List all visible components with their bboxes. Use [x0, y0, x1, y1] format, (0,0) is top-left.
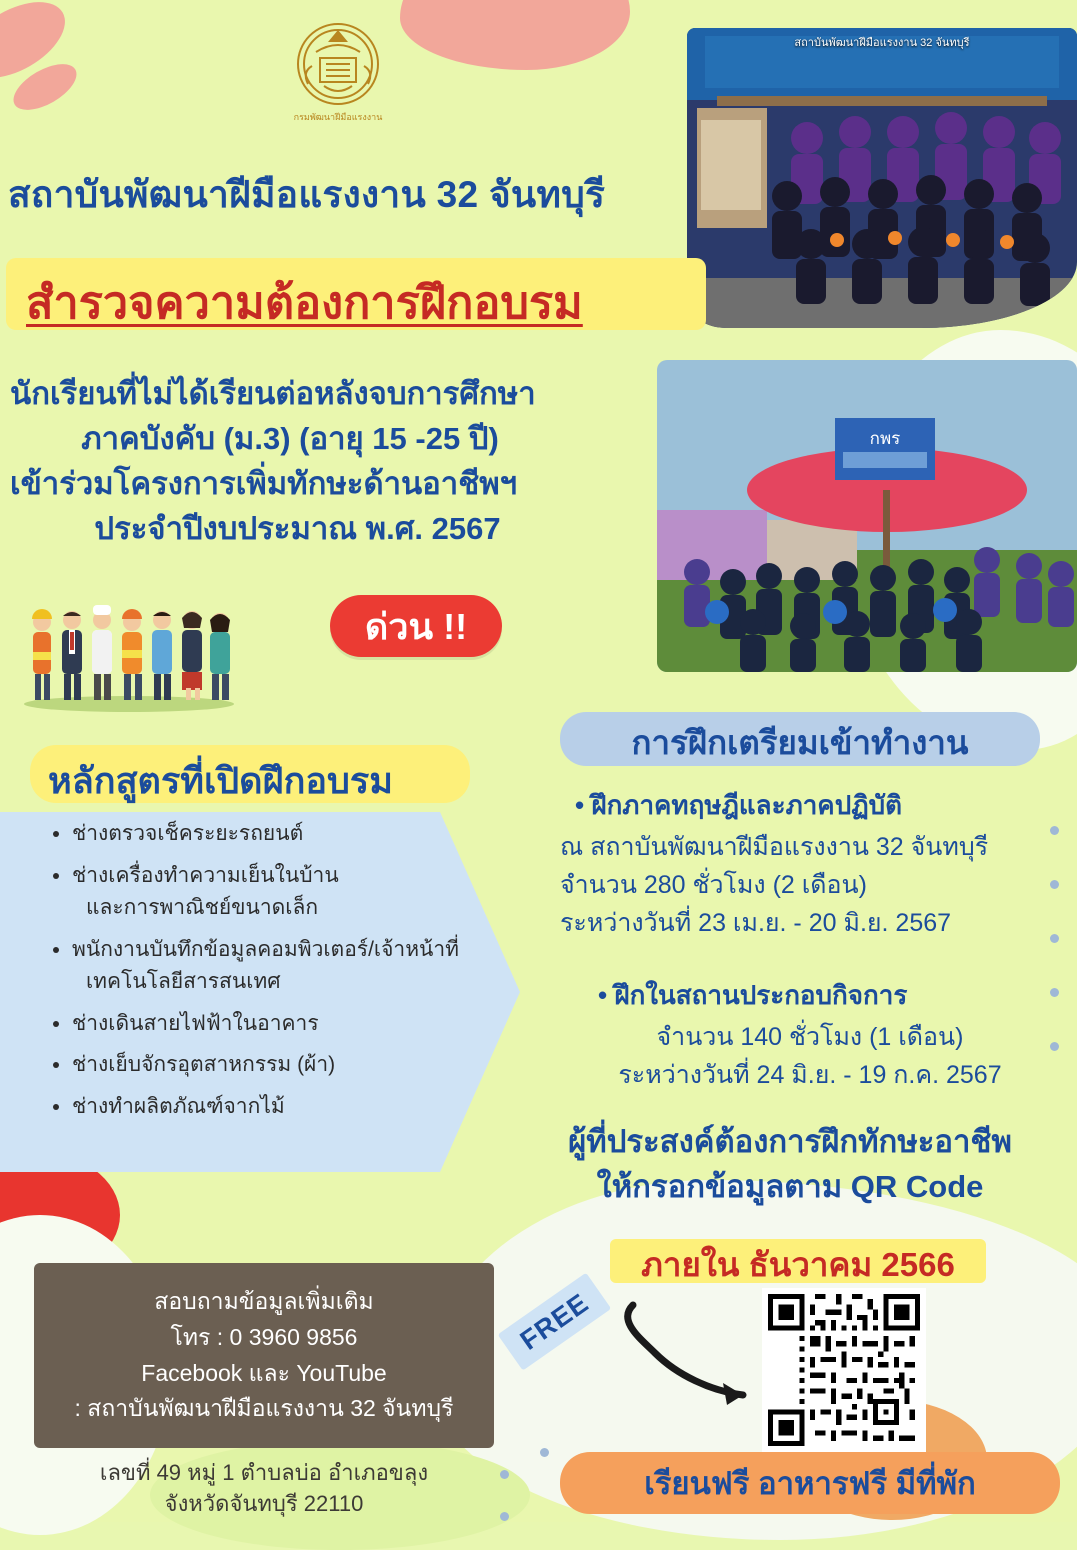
- page-title: สถาบันพัฒนาฝีมือแรงงาน 32 จันทบุรี: [8, 174, 606, 215]
- course-name-cont: เทคโนโลยีสารสนเทศ: [86, 970, 281, 994]
- address-line-1: เลขที่ 49 หมู่ 1 ตำบลบ่อ อำเภอขลุง: [99, 1460, 429, 1485]
- phase1-dates: ระหว่างวันที่ 23 เม.ย. - 20 มิ.ย. 2567: [560, 909, 952, 937]
- free-tag-label: FREE: [498, 1273, 612, 1371]
- group-photo-indoor: [687, 28, 1077, 328]
- list-item: [72, 1049, 492, 1082]
- intro-paragraph: [10, 372, 650, 552]
- contact-social: Facebook และ YouTube: [141, 1359, 387, 1386]
- department-emblem-icon: [276, 8, 400, 132]
- list-item: [72, 934, 492, 999]
- course-name: ช่างเครื่องทำความเย็นในบ้าน: [72, 863, 339, 887]
- contact-box: [34, 1263, 494, 1448]
- course-name: ช่างทำผลิตภัณฑ์จากไม้: [72, 1094, 285, 1118]
- intro-line-2: ภาคบังคับ (ม.3) (อายุ 15 -25 ปี): [81, 420, 499, 456]
- courses-list: [46, 818, 492, 1132]
- phase2-dates: ระหว่างวันที่ 24 มิ.ย. - 19 ก.ค. 2567: [618, 1061, 1002, 1089]
- cta-line-2: ให้กรอกข้อมูลตาม QR Code: [596, 1168, 984, 1204]
- list-item: [72, 860, 492, 925]
- curved-arrow-icon: [615, 1295, 765, 1425]
- address-line-2: จังหวัดจันทบุรี 22110: [164, 1490, 364, 1516]
- photo-caption: สถาบันพัฒนาฝีมือแรงงาน 32 จันทบุรี: [794, 37, 970, 49]
- course-name: ช่างเดินสายไฟฟ้าในอาคาร: [72, 1011, 319, 1035]
- course-name: พนักงานบันทึกข้อมูลคอมพิวเตอร์/เจ้าหน้าที่: [72, 937, 460, 961]
- urgent-badge: ด่วน !!: [330, 595, 502, 657]
- emblem-caption: กรมพัฒนาฝีมือแรงงาน: [293, 112, 383, 122]
- headline-text: สำรวจความต้องการฝึกอบรม: [26, 277, 583, 328]
- workers-illustration: [14, 592, 244, 712]
- contact-line-1: สอบถามข้อมูลเพิ่มเติม: [154, 1288, 374, 1315]
- list-item: [72, 1091, 492, 1124]
- headline-banner: [6, 258, 706, 330]
- courses-title: หลักสูตรที่เปิดฝึกอบรม: [48, 760, 393, 801]
- cta-line-1: ผู้ที่ประสงค์ต้องการฝึกทักษะอาชีพ: [568, 1124, 1012, 1159]
- training-phase2-details: [575, 1018, 1045, 1094]
- course-name: ช่างเย็บจักรอุตสาหกรรม (ผ้า): [72, 1053, 336, 1077]
- phase1-hours: จำนวน 280 ชั่วโมง (2 เดือน): [560, 871, 867, 899]
- phase1-place: ณ สถาบันพัฒนาฝีมือแรงงาน 32 จันทบุรี: [560, 833, 989, 861]
- contact-phone: โทร : 0 3960 9856: [170, 1323, 358, 1350]
- training-phase2-heading-text: ฝึกในสถานประกอบกิจการ: [614, 980, 908, 1010]
- phase2-hours: จำนวน 140 ชั่วโมง (1 เดือน): [656, 1023, 964, 1051]
- benefits-banner: เรียนฟรี อาหารฟรี มีที่พัก: [560, 1452, 1060, 1514]
- list-item: [72, 1008, 492, 1041]
- address: [34, 1458, 494, 1520]
- intro-line-1: นักเรียนที่ไม่ได้เรียนต่อหลังจบการศึกษา: [10, 376, 536, 411]
- call-to-action: [520, 1120, 1060, 1210]
- training-phase1-heading: • ฝึกภาคทฤษฎีและภาคปฏิบัติ: [575, 790, 903, 820]
- intro-line-3: เข้าร่วมโครงการเพิ่มทักษะด้านอาชีพฯ: [10, 465, 518, 501]
- deadline-text: ภายใน ธันวาคม 2566: [641, 1246, 955, 1283]
- list-item: [72, 818, 492, 851]
- training-phase1-heading-text: ฝึกภาคทฤษฎีและภาคปฏิบัติ: [591, 790, 903, 820]
- group-photo-outdoor: [657, 360, 1077, 672]
- training-phase1-details: [560, 828, 1040, 942]
- registration-qr-code[interactable]: [762, 1288, 926, 1452]
- contact-social-handle: : สถาบันพัฒนาฝีมือแรงงาน 32 จันทบุรี: [74, 1395, 454, 1422]
- training-title: การฝึกเตรียมเข้าทำงาน: [631, 724, 969, 761]
- intro-line-4: ประจำปีงบประมาณ พ.ศ. 2567: [94, 510, 501, 546]
- training-phase2-heading: • ฝึกในสถานประกอบกิจการ: [598, 980, 908, 1010]
- course-name-cont: และการพาณิชย์ขนาดเล็ก: [86, 896, 319, 920]
- course-name: ช่างตรวจเช็คระยะรถยนต์: [72, 822, 304, 845]
- svg-text:กพร: กพร: [869, 429, 901, 448]
